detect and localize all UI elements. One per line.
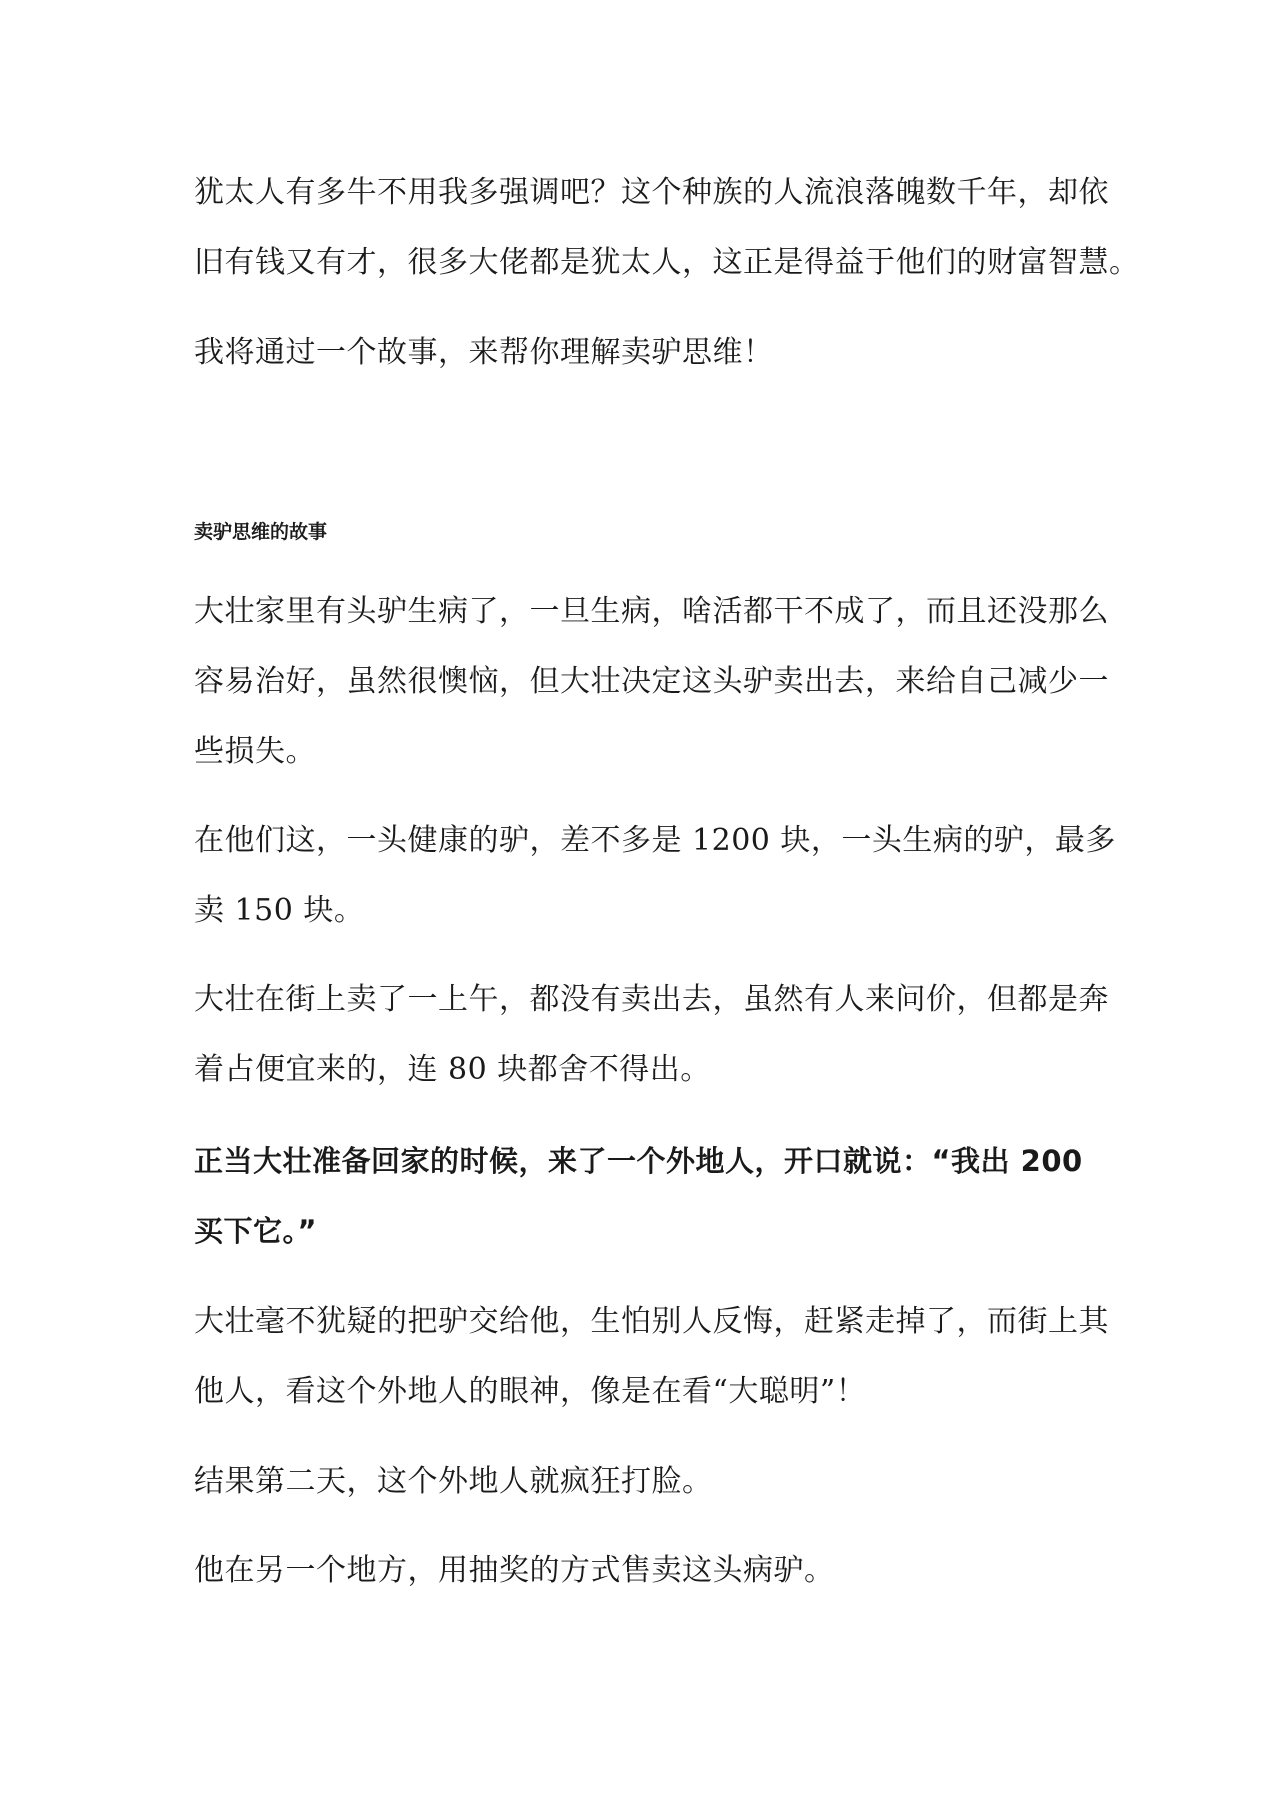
story-paragraph-1	[194, 577, 1109, 787]
text-line: 大壮家里有头驴生病了，一旦生病，啥活都干不成了，而且还没那么	[194, 594, 1109, 629]
text-line: 些损失。	[194, 734, 316, 769]
story-paragraph-4	[194, 1287, 1109, 1427]
text-line: 卖 150 块。	[194, 893, 365, 928]
text-line: 正当大壮准备回家的时候，来了一个外地人，开口就说：“我出 200	[194, 1144, 1083, 1178]
story-paragraph-3	[194, 965, 1109, 1105]
intro-paragraph-2	[194, 318, 1094, 388]
text-line: 他在另一个地方，用抽奖的方式售卖这头病驴。	[194, 1553, 835, 1588]
section-heading: 卖驴思维的故事	[194, 521, 328, 543]
text-line: 着占便宜来的，连 80 块都舍不得出。	[194, 1052, 711, 1087]
story-paragraph-6	[194, 1536, 1094, 1606]
text-line: 结果第二天，这个外地人就疯狂打脸。	[194, 1464, 713, 1499]
story-paragraph-2	[194, 806, 1116, 946]
text-line: 旧有钱又有才，很多大佬都是犹太人，这正是得益于他们的财富智慧。	[194, 245, 1140, 280]
text-line: 买下它。”	[194, 1214, 318, 1248]
text-line: 我将通过一个故事，来帮你理解卖驴思维！	[194, 335, 774, 370]
story-paragraph-5	[194, 1447, 1094, 1517]
text-line: 大壮毫不犹疑的把驴交给他，生怕别人反悔，赶紧走掉了，而街上其	[194, 1304, 1109, 1339]
text-line: 他人，看这个外地人的眼神，像是在看“大聪明”！	[194, 1374, 867, 1409]
text-line: 在他们这，一头健康的驴，差不多是 1200 块，一头生病的驴，最多	[194, 823, 1116, 858]
text-line: 犹太人有多牛不用我多强调吧？这个种族的人流浪落魄数千年，却依	[194, 175, 1109, 210]
text-line: 容易治好，虽然很懊恼，但大壮决定这头驴卖出去，来给自己减少一	[194, 664, 1109, 699]
intro-paragraph	[194, 158, 1140, 298]
text-line: 大壮在街上卖了一上午，都没有卖出去，虽然有人来问价，但都是奔	[194, 982, 1109, 1017]
story-paragraph-bold	[194, 1126, 1094, 1266]
